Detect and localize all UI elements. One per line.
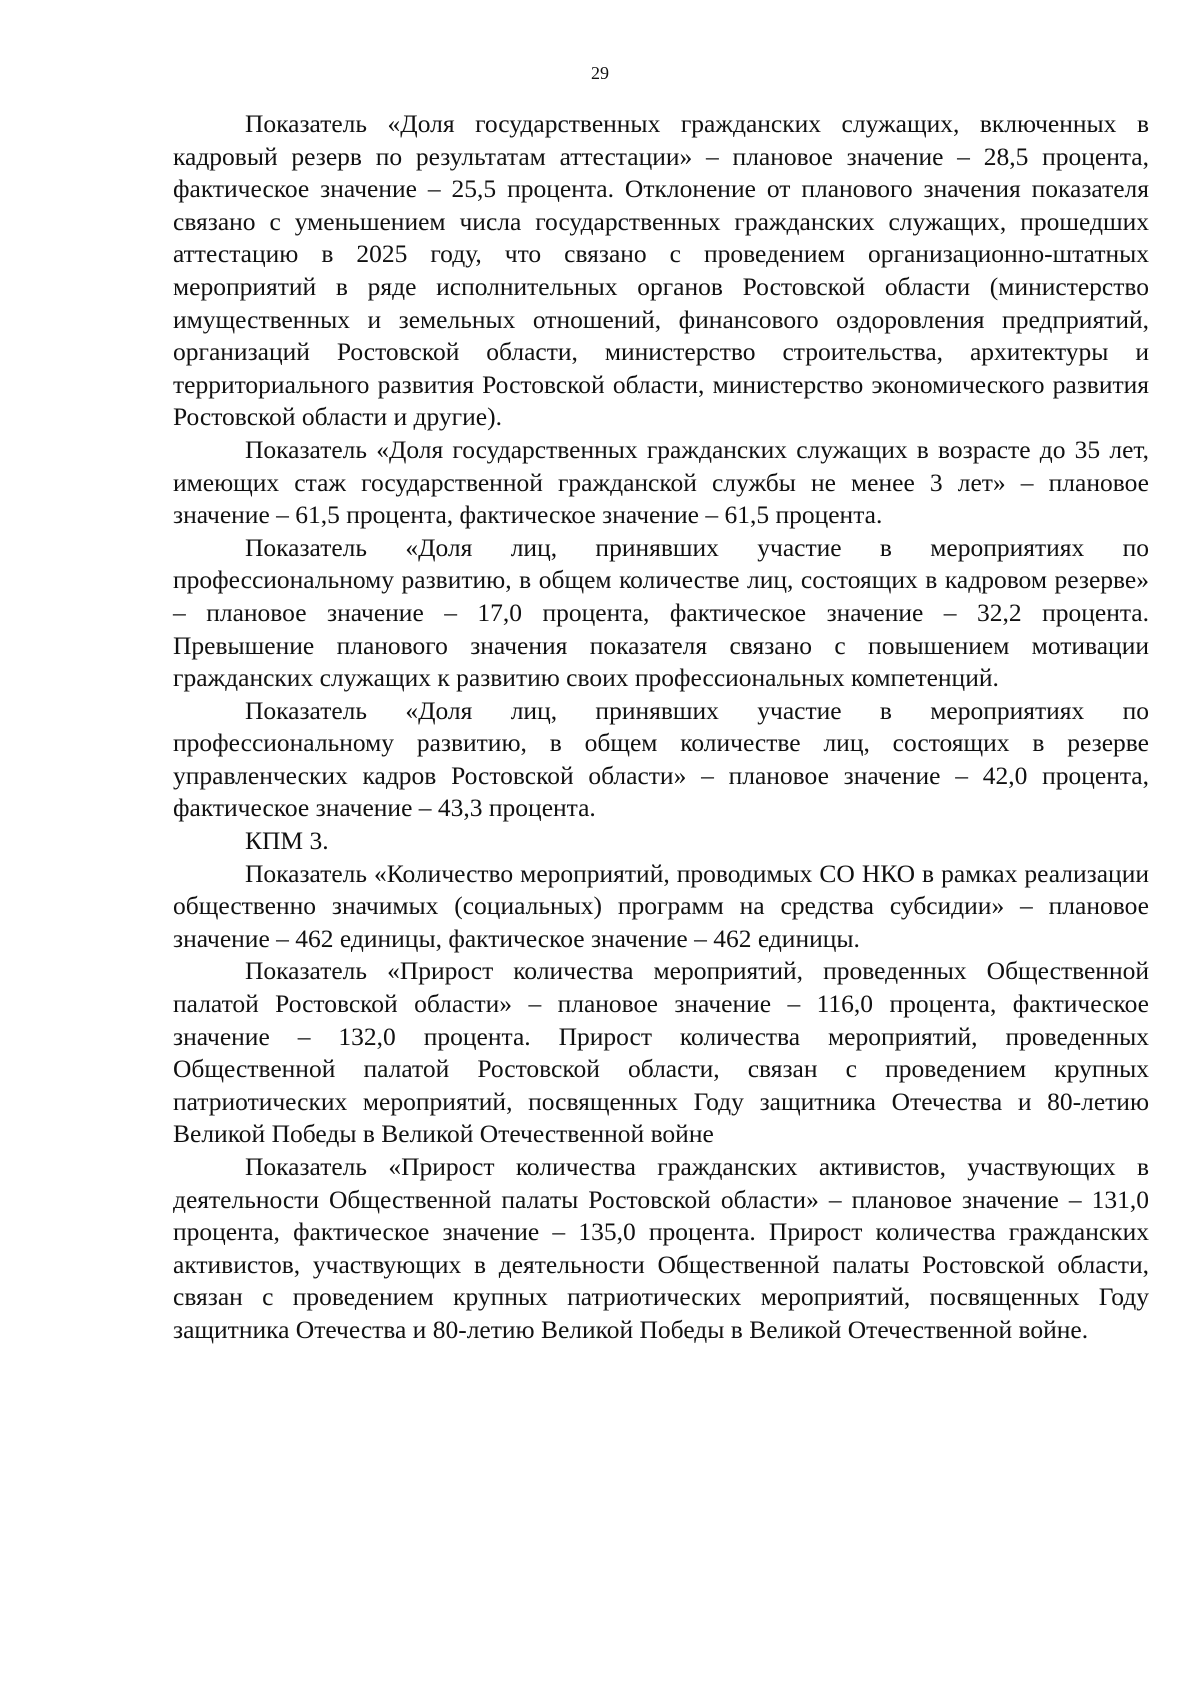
paragraph-nko-events: Показатель «Количество мероприятий, проводимых СО НКО в рамках реализации общественно значимых (социальных) программ на средства субсидии» – плановое значение – 462 единицы, фактическое значение – 462 единицы. (173, 858, 1149, 953)
paragraph-share-development-reserve: Показатель «Доля лиц, принявших участие в мероприятиях по профессиональному развитию, в общем количестве лиц, состоящих в кадровом резерве» – плановое значение – 17,0 процента, фактическое значение – 32,2 процента. Превышение планового значения показателя связано с повышением мотивации гражданских служащих к развитию своих профессиональных компетенций. (173, 532, 1149, 693)
section-heading-kpm3: КПМ 3. (245, 826, 329, 856)
paragraph-activists-growth: Показатель «Прирост количества гражданских активистов, участвующих в деятельности Общественной палаты Ростовской области» – плановое значение – 131,0 процента, фактическое значение – 135,0 процента. Прирост количества гражданских активистов, участвующих в деятельности Общественной палаты Ростовской области, связан с проведением крупных патриотических мероприятий, посвященных Году защитника Отечества и 80-летию Великой Победы в Великой Отечественной войне. (173, 1152, 1149, 1344)
paragraph-share-management-reserve: Показатель «Доля лиц, принявших участие в мероприятиях по профессиональному развитию, в общем количестве лиц, состоящих в резерве управленческих кадров Ростовской области» – плановое значение – 42,0 процента, фактическое значение – 43,3 процента. (173, 695, 1149, 823)
paragraph-share-reserve-attestation: Показатель «Доля государственных гражданских служащих, включенных в кадровый резерв по результатам аттестации» – плановое значение – 28,5 процента, фактическое значение – 25,5 процента. Отклонение от планового значения показателя связано с уменьшением числа государственных гражданских служащих, прошедших аттестацию в 2025 году, что связано с проведением организационно-штатных мероприятий в ряде исполнительных органов Ростовской области (министерство имущественных и земельных отношений, финансового оздоровления предприятий, организаций Ростовской области, министерство строительства, архитектуры и территориального развития Ростовской области, министерство экономического развития Ростовской области и другие). (173, 109, 1149, 432)
paragraph-chamber-events-growth: Показатель «Прирост количества мероприятий, проведенных Общественной палатой Ростовской области» – плановое значение – 116,0 процента, фактическое значение – 132,0 процента. Прирост количества мероприятий, проведенных Общественной палатой Ростовской области, связан с проведением крупных патриотических мероприятий, посвященных Году защитника Отечества и 80-летию Великой Победы в Великой Отечественной войне (173, 956, 1149, 1149)
document-body (173, 108, 1149, 1347)
paragraph-share-under-35: Показатель «Доля государственных гражданских служащих в возрасте до 35 лет, имеющих стаж государственной гражданской службы не менее 3 лет» – плановое значение – 61,5 процента, фактическое значение – 61,5 процента. (173, 434, 1149, 530)
page-number: 29 (591, 63, 609, 83)
